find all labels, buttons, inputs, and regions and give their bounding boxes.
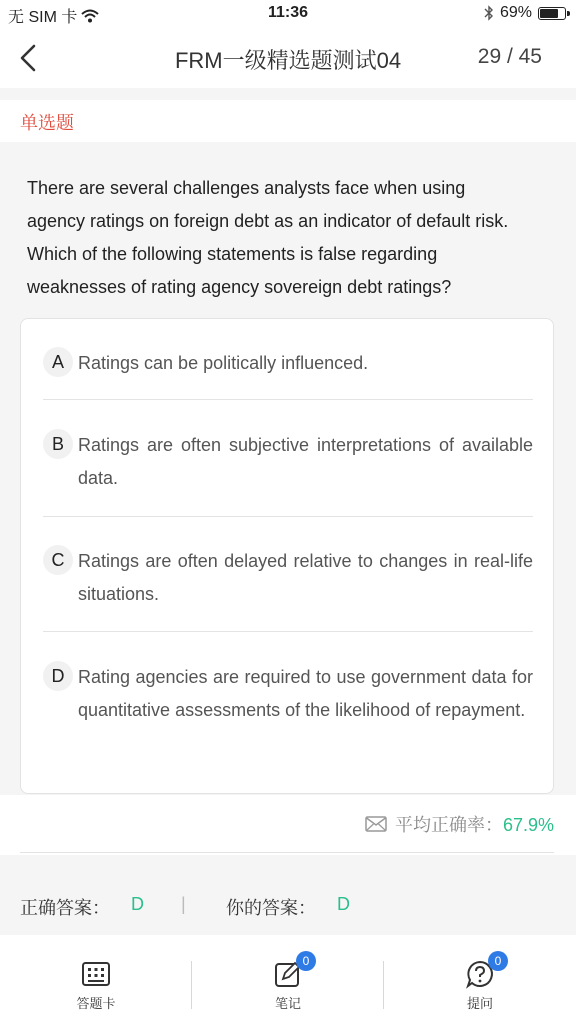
correct-answer-label: 正确答案： <box>20 898 110 918</box>
status-bar <box>0 0 576 28</box>
option-b[interactable] <box>43 429 533 499</box>
battery-icon <box>538 7 566 20</box>
options-card <box>20 318 554 794</box>
option-divider <box>43 399 533 400</box>
question-counter: 29 / 45 <box>477 45 542 68</box>
notes-badge: 0 <box>296 951 316 971</box>
answer-card-icon <box>81 959 111 989</box>
page-title: FRM一级精选题测试04 <box>174 48 402 73</box>
option-letter: D <box>43 661 73 691</box>
tab-ask[interactable] <box>384 935 576 1024</box>
accuracy-label: 平均正确率： <box>394 815 503 835</box>
divider <box>20 852 554 853</box>
bluetooth-icon <box>484 5 494 21</box>
tab-label: 答题卡 <box>76 996 116 1011</box>
nav-bar <box>0 28 576 88</box>
your-answer-label: 你的答案： <box>226 898 316 918</box>
option-divider <box>43 631 533 632</box>
accuracy-value: 67.9% <box>502 815 554 835</box>
accuracy-row <box>0 795 576 855</box>
tab-label: 笔记 <box>274 996 301 1011</box>
tab-answer-card[interactable] <box>0 935 192 1024</box>
option-letter: B <box>43 429 73 459</box>
option-a[interactable] <box>43 347 533 387</box>
answer-divider: | <box>181 894 186 914</box>
answer-row <box>0 872 576 934</box>
clock: 11:36 <box>267 4 309 21</box>
option-text: Ratings are often subjective interpretations of available data. <box>78 435 533 488</box>
option-c[interactable] <box>43 545 533 615</box>
option-text: Ratings can be politically influenced. <box>78 353 369 373</box>
correct-answer-value: D <box>131 894 144 914</box>
battery-percent: 69% <box>499 4 532 21</box>
option-letter: C <box>43 545 73 575</box>
question-text: There are several challenges analysts face when using agency ratings on foreign debt as an indicator of default risk. Which of the following statements is false regarding weaknesses of rating agency sovereign debt ratings? <box>27 178 509 297</box>
question-type-strip <box>0 100 576 142</box>
tab-label: 提问 <box>466 996 493 1011</box>
carrier-label: 无 SIM 卡 <box>8 9 78 26</box>
bottom-tab-bar <box>0 935 576 1024</box>
option-divider <box>43 516 533 517</box>
option-text: Rating agencies are required to use government data for quantitative assessments of the likelihood of repayment. <box>78 667 533 720</box>
option-d[interactable] <box>43 661 533 765</box>
option-text: Ratings are often delayed relative to changes in real-life situations. <box>78 551 533 604</box>
tab-notes[interactable] <box>192 935 384 1024</box>
question-type-label: 单选题 <box>20 113 74 133</box>
option-letter: A <box>43 347 73 377</box>
your-answer-value: D <box>337 894 350 914</box>
mail-icon[interactable] <box>365 815 387 833</box>
ask-badge: 0 <box>488 951 508 971</box>
